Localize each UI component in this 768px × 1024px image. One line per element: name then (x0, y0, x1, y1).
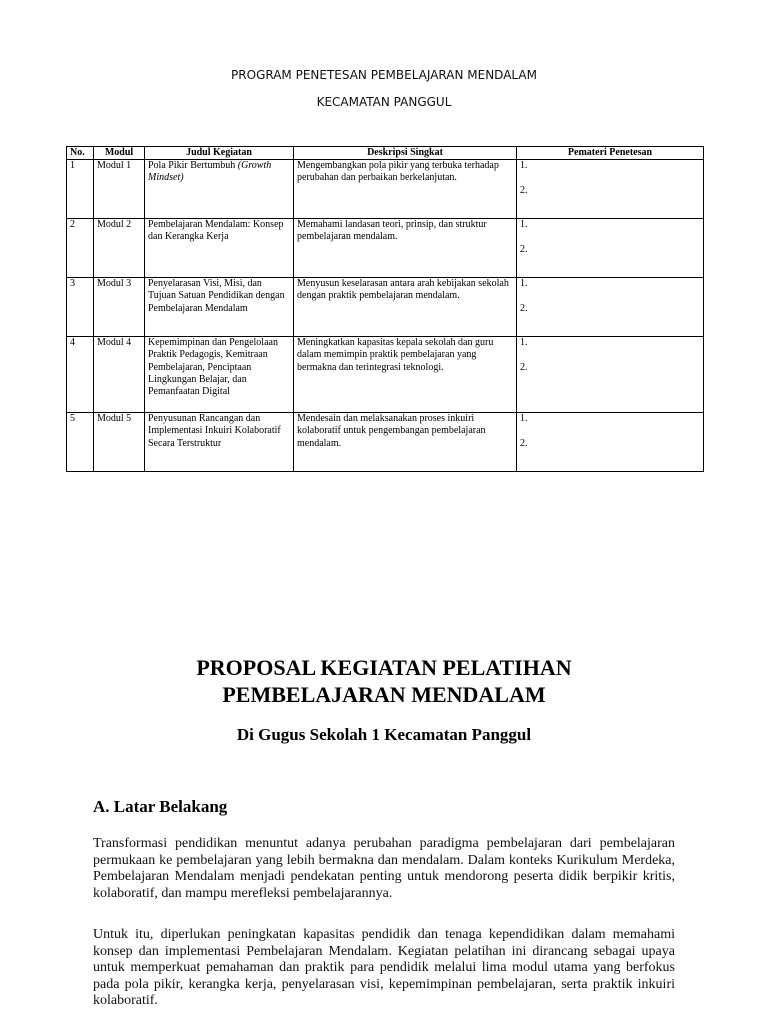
col-header-modul: Modul (94, 147, 145, 160)
cell-deskripsi: Menyusun keselarasan antara arah kebijakan sekolah dengan praktik pembelajaran mendalam. (294, 278, 517, 337)
pemateri-item: 1. (520, 219, 528, 231)
pemateri-item: 2. (520, 438, 528, 450)
program-table (66, 146, 704, 472)
judul-text: Pola Pikir Bertumbuh (148, 160, 236, 172)
cell-modul: Modul 4 (94, 337, 145, 413)
proposal-title-line1: PROPOSAL KEGIATAN PELATIHAN (196, 655, 572, 680)
table-row (67, 278, 704, 337)
cell-judul (145, 160, 294, 219)
table-header-row (67, 147, 704, 160)
proposal-subtitle: Di Gugus Sekolah 1 Kecamatan Panggul (236, 725, 532, 744)
cell-deskripsi: Memahami landasan teori, prinsip, dan struktur pembelajaran mendalam. (294, 219, 517, 278)
pemateri-item: 2. (520, 185, 528, 197)
cell-deskripsi: Mendesain dan melaksanakan proses inkuiri kolaboratif untuk pengembangan pembelajaran mendalam. (294, 413, 517, 472)
cell-no: 2 (67, 219, 94, 278)
pemateri-item: 2. (520, 303, 528, 315)
col-header-judul: Judul Kegiatan (145, 147, 294, 160)
pemateri-item: 2. (520, 244, 528, 256)
col-header-no: No. (67, 147, 94, 160)
paragraph-2: Untuk itu, diperlukan peningkatan kapasitas pendidik dan tenaga kependidikan dalam memahami konsep dan implementasi Pembelajaran Mendalam. Kegiatan pelatihan ini dirancang sebagai upaya untuk memperkuat pemahaman dan praktik para pendidik melalui lima modul utama yang berfokus pada pola pikir, kerangka kerja, penyelarasan visi, kepemimpinan pembelajaran, serta praktik inkuiri kolaboratif. (93, 927, 675, 1008)
section-heading-latar-belakang: A. Latar Belakang (93, 797, 228, 816)
cell-pemateri (517, 219, 704, 278)
table-row (67, 219, 704, 278)
cell-judul: Kepemimpinan dan Pengelolaan Praktik Pedagogis, Kemitraan Pembelajaran, Penciptaan Lingkungan Belajar, dan Pemanfaatan Digital (145, 337, 294, 413)
cell-judul: Penyusunan Rancangan dan Implementasi Inkuiri Kolaboratif Secara Terstruktur (145, 413, 294, 472)
cell-modul: Modul 2 (94, 219, 145, 278)
pemateri-item: 1. (520, 160, 528, 172)
program-subtitle: KECAMATAN PANGGUL (316, 95, 452, 109)
pemateri-item: 1. (520, 278, 528, 290)
cell-modul: Modul 1 (94, 160, 145, 219)
col-header-pemateri: Pemateri Penetesan (517, 147, 704, 160)
cell-no: 1 (67, 160, 94, 219)
proposal-title-line2: PEMBELAJARAN MENDALAM (222, 682, 546, 707)
pemateri-item: 1. (520, 413, 528, 425)
cell-modul: Modul 5 (94, 413, 145, 472)
cell-pemateri (517, 337, 704, 413)
table-row (67, 413, 704, 472)
cell-deskripsi: Meningkatkan kapasitas kepala sekolah dan guru dalam memimpin praktik pembelajaran yang bermakna dan terintegrasi teknologi. (294, 337, 517, 413)
judul-italic-text: (Growth Mindset) (148, 160, 272, 184)
table-row (67, 160, 704, 219)
cell-judul: Pembelajaran Mendalam: Konsep dan Kerangka Kerja (145, 219, 294, 278)
cell-no: 3 (67, 278, 94, 337)
cell-pemateri (517, 413, 704, 472)
program-title: PROGRAM PENETESAN PEMBELAJARAN MENDALAM (231, 68, 537, 82)
pemateri-item: 1. (520, 337, 528, 349)
cell-deskripsi: Mengembangkan pola pikir yang terbuka terhadap perubahan dan perbaikan berkelanjutan. (294, 160, 517, 219)
pemateri-item: 2. (520, 362, 528, 374)
cell-judul: Penyelarasan Visi, Misi, dan Tujuan Satuan Pendidikan dengan Pembelajaran Mendalam (145, 278, 294, 337)
cell-pemateri (517, 160, 704, 219)
cell-pemateri (517, 278, 704, 337)
proposal-title (0, 654, 768, 708)
col-header-deskripsi: Deskripsi Singkat (294, 147, 517, 160)
paragraph-1: Transformasi pendidikan menuntut adanya perubahan paradigma pembelajaran dari pembelajaran permukaan ke pembelajaran yang lebih bermakna dan mendalam. Dalam konteks Kurikulum Merdeka, Pembelajaran Mendalam menjadi pendekatan penting untuk mendorong peserta didik berpikir kritis, kolaboratif, dan mampu merefleksi pembelajarannya. (93, 836, 675, 901)
table-row (67, 337, 704, 413)
cell-no: 5 (67, 413, 94, 472)
cell-no: 4 (67, 337, 94, 413)
cell-modul: Modul 3 (94, 278, 145, 337)
